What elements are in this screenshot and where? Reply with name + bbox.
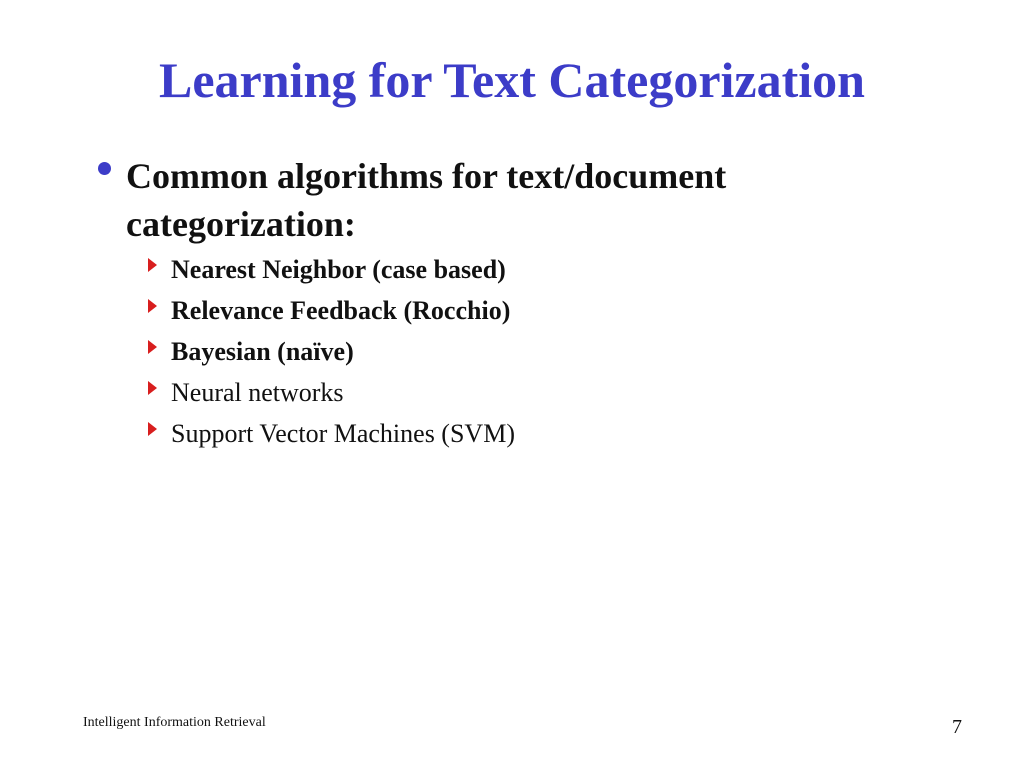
sub-bullet-item [148, 253, 848, 294]
triangle-arrow-icon [148, 299, 157, 313]
sub-bullet-list [148, 253, 848, 458]
triangle-arrow-icon [148, 258, 157, 272]
sub-bullet-item [148, 417, 848, 458]
slide-footer: Intelligent Information Retrieval [83, 715, 266, 730]
triangle-arrow-icon [148, 381, 157, 395]
sub-bullet-text: Bayesian (naïve) [171, 337, 354, 366]
page-number: 7 [952, 716, 962, 738]
sub-bullet-item [148, 376, 848, 417]
bullet-dot-icon [98, 162, 111, 175]
sub-bullet-item [148, 335, 848, 376]
sub-bullet-text: Nearest Neighbor (case based) [171, 255, 506, 284]
sub-bullet-item [148, 294, 848, 335]
triangle-arrow-icon [148, 340, 157, 354]
triangle-arrow-icon [148, 422, 157, 436]
sub-bullet-text: Relevance Feedback (Rocchio) [171, 296, 511, 325]
main-bullet-text: Common algorithms for text/document categorization: [126, 156, 727, 244]
sub-bullet-text: Support Vector Machines (SVM) [171, 419, 515, 448]
main-bullet [98, 152, 858, 248]
sub-bullet-text: Neural networks [171, 378, 344, 407]
slide-title: Learning for Text Categorization [159, 52, 865, 108]
